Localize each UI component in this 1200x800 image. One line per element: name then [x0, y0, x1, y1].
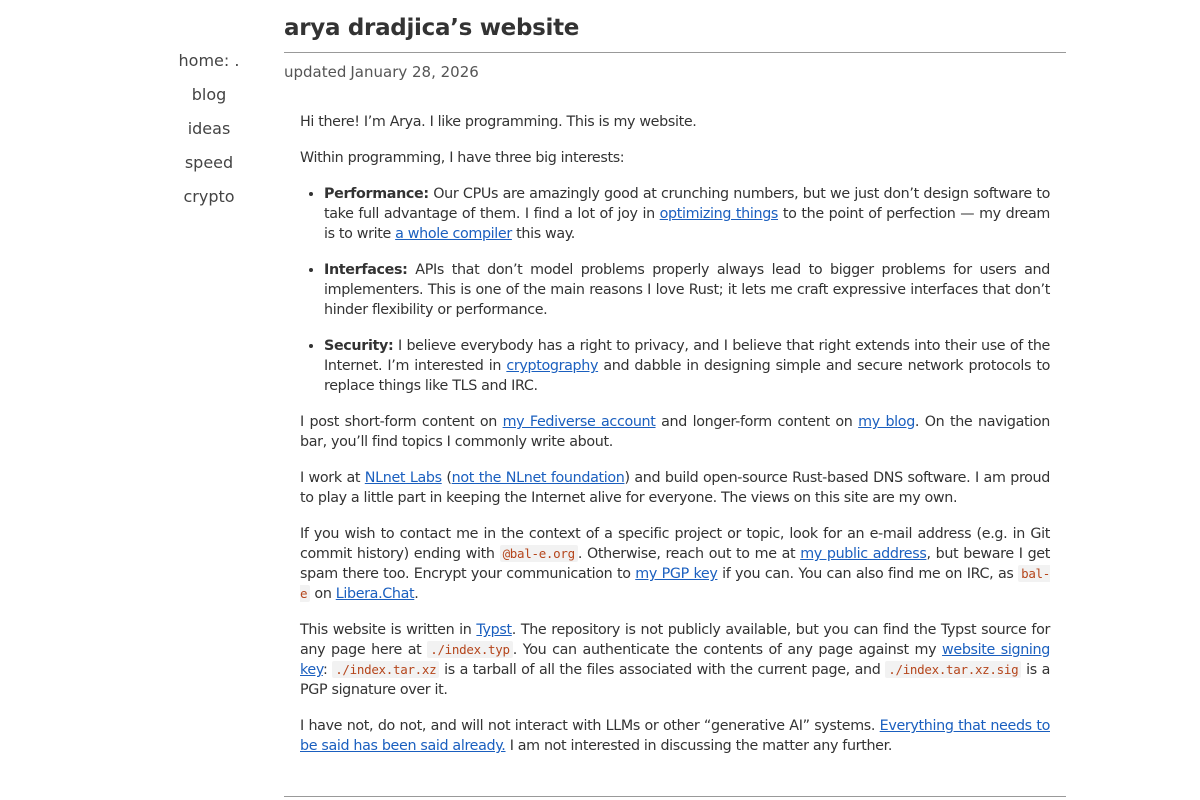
- index-tarball-code: ./index.tar.xz: [332, 661, 439, 678]
- updated-label: updated: [284, 63, 347, 81]
- text: I am not interested in discussing the matter any further.: [505, 738, 893, 754]
- text: I believe everybody has a right to privacy, and I believe that right extends into their use of the Internet. I’m interested in: [324, 338, 1050, 374]
- interest-label: Security:: [324, 338, 394, 354]
- text: and longer-form content on: [655, 414, 859, 430]
- interest-performance: [324, 184, 1050, 244]
- posting-paragraph: [300, 412, 1050, 452]
- nav-item-speed[interactable]: speed: [184, 153, 234, 172]
- interest-interfaces: [324, 260, 1050, 320]
- text: to the point of perfection — my dream is to write: [324, 206, 1050, 242]
- text: . You can authenticate the contents of any page against my: [512, 642, 943, 658]
- text: I have not, do not, and will not interact with LLMs or other “generative AI” systems.: [300, 718, 880, 734]
- text: If you wish to contact me in the context of a specific project or topic, look for an e-mail address (e.g. in Git commit history) ending with: [300, 526, 1050, 562]
- text: and dabble in designing simple and secure network protocols to replace things like TLS and IRC.: [324, 358, 1050, 394]
- page-content: [300, 112, 1050, 772]
- whole-compiler-link[interactable]: a whole compiler: [395, 226, 512, 242]
- text: . On the navigation bar, you’ll find topics I commonly write about.: [300, 414, 1050, 450]
- text: I work at: [300, 470, 365, 486]
- text: ) and build open-source Rust-based DNS software. I am proud to play a little part in keeping the Internet alive for everyone. The views on this site are my own.: [300, 470, 1050, 506]
- index-typ-code: ./index.typ: [427, 641, 512, 658]
- nav-item-blog[interactable]: blog: [191, 85, 227, 104]
- intro-paragraph: Hi there! I’m Arya. I like programming. This is my website.: [300, 114, 697, 130]
- website-signing-key-link[interactable]: website signing key: [300, 642, 1050, 678]
- index-signature-code: ./index.tar.xz.sig: [885, 661, 1021, 678]
- libera-chat-link[interactable]: Libera.Chat: [335, 586, 415, 602]
- interest-label: Interfaces:: [324, 262, 408, 278]
- text: is a PGP signature over it.: [300, 662, 1050, 698]
- interests-intro-paragraph: Within programming, I have three big interests:: [300, 150, 625, 166]
- everything-said-link[interactable]: Everything that needs to be said has been said already.: [300, 718, 1050, 754]
- nav-item-home[interactable]: home: .: [178, 51, 240, 70]
- text: is a tarball of all the files associated with the current page, and: [439, 662, 886, 678]
- nlnet-foundation-link[interactable]: not the NLnet foundation: [451, 470, 625, 486]
- text: . The repository is not publicly available, but you can find the Typst source for any page here at: [300, 622, 1050, 658]
- text: :: [322, 662, 333, 678]
- public-address-link[interactable]: my public address: [800, 546, 927, 562]
- irc-nick-code: bal-e: [300, 566, 1050, 601]
- interest-security: [324, 336, 1050, 396]
- text: This website is written in: [300, 622, 477, 638]
- main-column: [284, 0, 1066, 800]
- text: I post short-form content on: [300, 414, 503, 430]
- text: (: [441, 470, 452, 486]
- footer-divider: [284, 796, 1066, 797]
- work-paragraph: [300, 468, 1050, 508]
- page-title: arya dradjica’s website: [284, 15, 580, 41]
- text: APIs that don’t model problems properly always lead to bigger problems for users and implementers. This is one of the main reasons I love Rust; it lets me craft expressive interfaces that don’t hinder flexibility or performance.: [324, 262, 1050, 318]
- fediverse-account-link[interactable]: my Fediverse account: [502, 414, 656, 430]
- nav-item-ideas[interactable]: ideas: [187, 119, 231, 138]
- optimizing-things-link[interactable]: optimizing things: [659, 206, 779, 222]
- ai-paragraph: [300, 716, 1050, 756]
- text: on: [310, 586, 336, 602]
- website-paragraph: [300, 620, 1050, 700]
- cryptography-link[interactable]: cryptography: [506, 358, 599, 374]
- updated-date-value: January 28, 2026: [350, 63, 479, 81]
- text: .: [414, 586, 419, 602]
- text: Our CPUs are amazingly good at crunching numbers, but we just don’t design software to take full advantage of them. I find a lot of joy in: [324, 186, 1050, 222]
- text: if you can. You can also find me on IRC, as: [717, 566, 1019, 582]
- my-blog-link[interactable]: my blog: [858, 414, 915, 430]
- pgp-key-link[interactable]: my PGP key: [635, 566, 718, 582]
- email-domain-code: @bal-e.org: [500, 545, 578, 562]
- contact-paragraph: [300, 524, 1050, 604]
- title-divider: [284, 52, 1066, 53]
- nlnet-labs-link[interactable]: NLnet Labs: [364, 470, 442, 486]
- interests-list: [300, 184, 1050, 396]
- site-navigation: [150, 49, 268, 219]
- updated-date: [284, 62, 483, 82]
- nav-item-crypto[interactable]: crypto: [183, 187, 235, 206]
- text: this way.: [511, 226, 576, 242]
- text: . Otherwise, reach out to me at: [577, 546, 801, 562]
- interest-label: Performance:: [324, 186, 429, 202]
- typst-link[interactable]: Typst: [476, 622, 512, 638]
- text: , but beware I get spam there too. Encrypt your communication to: [300, 546, 1051, 582]
